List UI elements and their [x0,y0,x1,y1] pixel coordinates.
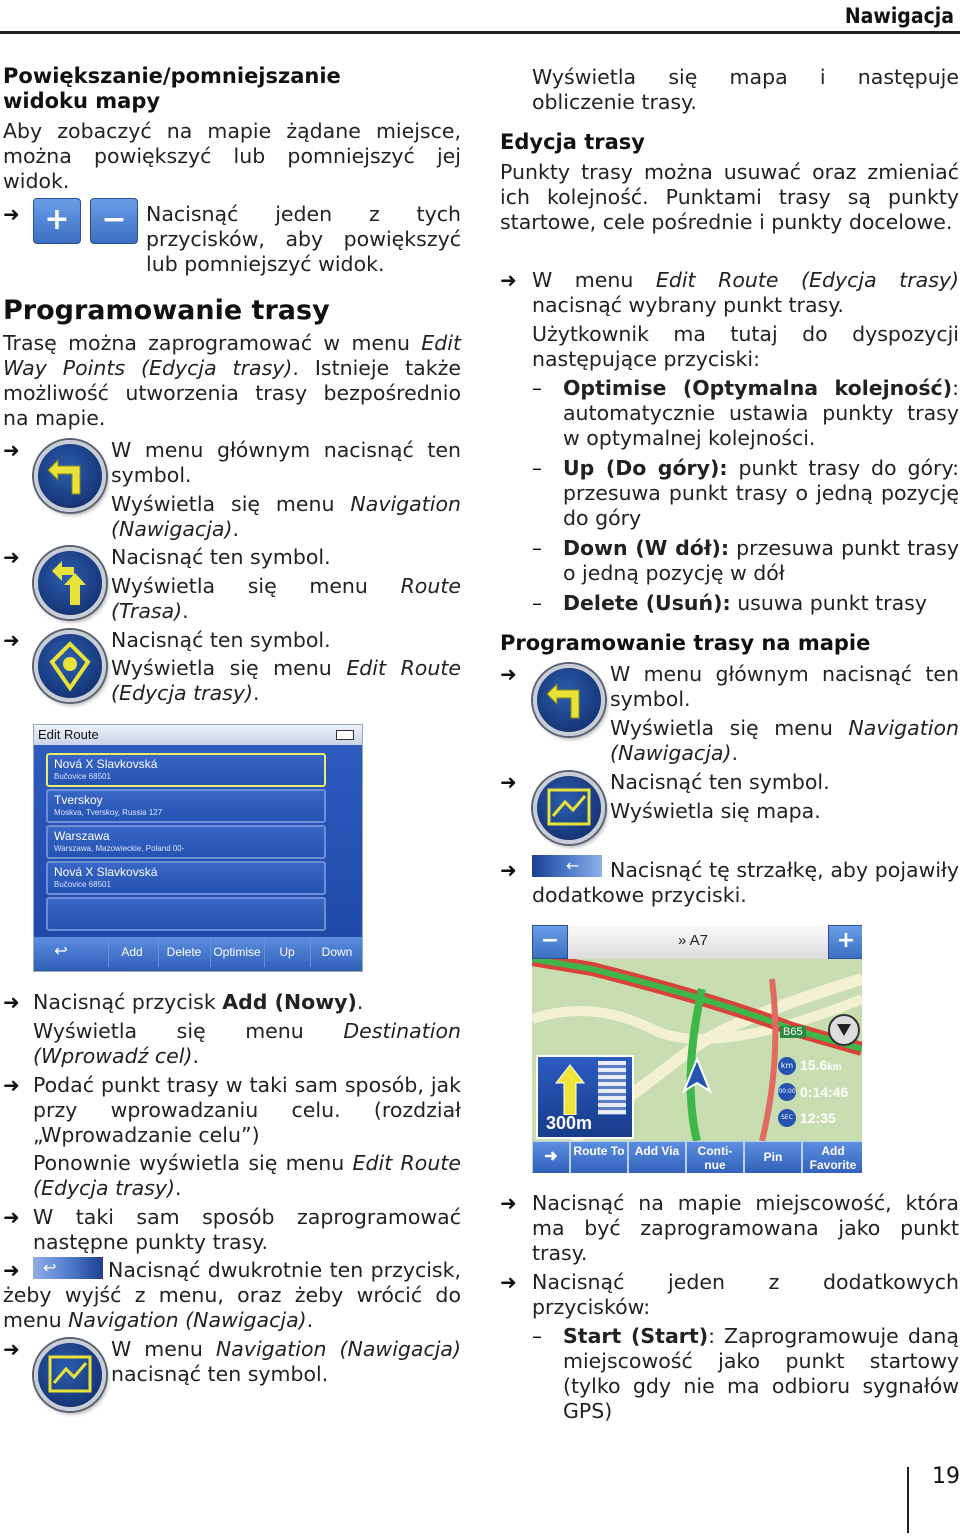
collapse-arrow-button[interactable]: ➜ [532,1141,570,1173]
zoom-in-button[interactable]: + [33,198,81,244]
map-button-bar [532,1141,862,1173]
map-zoom-in-button[interactable]: + [828,925,862,959]
bullet-arrow: ➜ [500,770,517,794]
bullet-arrow: ➜ [3,1205,20,1229]
turn-distance: 300m [546,1113,593,1133]
arrow-text: Nacisnąć tę strzałkę, aby pojawiły dodatkowe przyciski. [532,858,959,907]
step1-text: W menu głównym nacisnąć ten symbol. [111,438,461,487]
bullet-arrow: ➜ [500,268,517,292]
clock-value: 12:35 [800,1110,836,1126]
down-desc: Down (W dół): przesuwa punkt trasy o jedną pozycję w dół [563,536,959,585]
distance-icon: km [778,1057,796,1075]
press-one-step: Nacisnąć jeden z dodatkowych przycisków: [532,1270,959,1319]
header-title: Nawigacja [844,4,954,28]
bullet-arrow: ➜ [500,662,517,686]
edit-heading: Edycja trasy [500,130,645,154]
map-icon[interactable] [34,1339,106,1411]
continue-button[interactable]: Conti- nue [686,1141,744,1173]
bullet-arrow: ➜ [500,1191,517,1215]
again-result: Ponownie wyświetla się menu Edit Route (Edycja trasy). [33,1151,461,1200]
m1-result: Wyświetla się menu Navigation (Nawigacja). [610,716,959,765]
down-button[interactable]: Down [310,937,363,967]
route-point-item[interactable]: Warszawa Warszawa, Mazowieckie, Poland 00- [46,825,326,859]
screen-button-bar [34,937,362,971]
zoom-heading: Powiększanie/pomniejszanie widoku mapy [3,64,341,113]
buttons-intro: Użytkownik ma tutaj do dyspozycji następujące przyciski: [532,322,959,371]
page-number: 19 [932,1464,960,1489]
clock-icon: SEC [778,1109,796,1127]
prog-heading: Programowanie trasy [3,295,330,326]
route-point-item[interactable]: Nová X Slavkovská Bučovice 68501 [46,753,326,787]
screen-title-bar [34,725,362,745]
turn-indicator [536,1055,634,1139]
battery-icon [336,730,354,740]
edit-route-icon[interactable] [34,630,106,702]
up-button[interactable]: Up [264,937,309,967]
empty-route-slot[interactable] [46,897,326,931]
edit-intro: Punkty trasy można usuwać oraz zmieniać ich kolejność. Punktami trasy są punkty startowe, cele pośrednie i punkty docelowe. [500,160,959,234]
map-zoom-out-button[interactable]: − [532,925,568,959]
prog-intro: Trasę można zaprogramować w menu Edit Way Points (Edycja trasy). Istnieje także możliwość utworzenia trasy bezpośrednio na mapie. [3,331,461,430]
zoom-out-button[interactable]: − [90,198,138,244]
bullet-arrow: ➜ [3,1073,20,1097]
tap-map-step: Nacisnąć na mapie miejscowość, która ma być zaprogramowana jako punkt trasy. [532,1191,959,1265]
add-favorite-button[interactable]: Add Favorite [802,1141,862,1173]
header-rule [0,31,960,34]
dash: – [532,376,542,400]
zoom-instruction: Nacisnąć jeden z tych przycisków, aby powiększyć lub pomniejszyć widok. [146,202,461,276]
bullet-arrow: ➜ [3,628,20,652]
dash: – [532,1324,542,1348]
nav-step: W menu Navigation (Nawigacja) nacisnąć ten symbol. [111,1337,461,1386]
map-icon[interactable] [533,772,605,844]
back-button[interactable]: ↩ [54,943,68,960]
back-button-icon[interactable]: ↩ [33,1257,103,1279]
route-label-badge: B65 [780,1026,806,1038]
enter-point-step: Podać punkt trasy w taki sam sposób, jak przy wprowadzaniu celu. (rozdział „Wprowadzanie celu”) [33,1073,461,1147]
map-heading: Programowanie trasy na mapie [500,631,871,655]
route-point-item[interactable]: Tverskoy Moskva, Tverskoy, Russia 127 [46,789,326,823]
dash: – [532,456,542,480]
add-result: Wyświetla się menu Destination (Wprowadź cel). [33,1019,461,1068]
screen-title: Edit Route [38,727,99,742]
add-step: Nacisnąć przycisk Add (Nowy). [33,990,364,1014]
eta-icon: 00:00 [778,1083,796,1101]
up-desc: Up (Do góry): punkt trasy do góry: przesuwa punkt trasy o jedną pozycję do góry [563,456,959,530]
optimise-desc: Optimise (Optymalna kolejność): automatycznie ustawia punkty trasy w optymalnej kolejności. [563,376,959,450]
dash: – [532,536,542,560]
bullet-arrow: ➜ [3,1337,20,1361]
compass-icon[interactable] [828,1014,860,1046]
map-screen [532,925,862,1173]
m2-result: Wyświetla się mapa. [610,799,821,823]
bullet-arrow: ➜ [3,202,20,226]
step3-text: Nacisnąć ten symbol. [111,628,331,652]
step2-text: Nacisnąć ten symbol. [111,545,331,569]
eta-value: 0:14:46 [800,1084,849,1100]
map-top-bar [532,925,862,959]
dash: – [532,591,542,615]
m2-text: Nacisnąć ten symbol. [610,770,830,794]
distance-value: 15.6km [800,1057,842,1073]
bullet-arrow: ➜ [500,858,517,882]
road-name: » A7 [678,932,709,949]
route-to-button[interactable]: Route To [570,1141,628,1173]
footer-rule [907,1467,909,1533]
add-button[interactable]: Add [108,937,155,967]
bullet-arrow: ➜ [3,545,20,569]
step1-result: Wyświetla się menu Navigation (Nawigacja). [111,492,461,541]
add-via-button[interactable]: Add Via [628,1141,686,1173]
delete-desc: Delete (Usuń): usuwa punkt trasy [563,591,927,615]
pin-button[interactable]: Pin [744,1141,802,1173]
start-desc: Start (Start): Zaprogramowuje daną miejscowość jako punkt startowy (tylko gdy nie ma odbioru sygnałów GPS) [563,1324,959,1423]
twice-step: Nacisnąć dwukrotnie ten przycisk, żeby wyjść z menu, oraz żeby wrócić do menu Navigation (Nawigacja). [3,1258,461,1332]
zoom-intro: Aby zobaczyć na mapie żądane miejsce, można powiększyć lub pomniejszyć jej widok. [3,119,461,193]
bullet-arrow: ➜ [500,1270,517,1294]
bullet-arrow: ➜ [3,1258,20,1282]
m1-text: W menu głównym nacisnąć ten symbol. [610,662,959,711]
route-icon[interactable] [34,547,106,619]
step2-result: Wyświetla się menu Route (Trasa). [111,574,461,623]
edit-route-screen [33,724,363,972]
step3-result: Wyświetla się menu Edit Route (Edycja trasy). [111,656,461,705]
map-calc-text: Wyświetla się mapa i następuje obliczenie trasy. [532,65,959,114]
trip-info-panel [778,1057,862,1137]
route-point-item[interactable]: Nová X Slavkovská Bučovice 68501 [46,861,326,895]
next-points-step: W taki sam sposób zaprogramować następne punkty trasy. [33,1205,461,1254]
bullet-arrow: ➜ [3,438,20,462]
delete-button[interactable]: Delete [158,937,209,967]
navigation-icon[interactable] [34,440,106,512]
navigation-icon[interactable] [533,664,605,736]
edit-step: W menu Edit Route (Edycja trasy) nacisnąć wybrany punkt trasy. [532,268,960,317]
expand-arrow-button[interactable]: ← [532,855,602,877]
bullet-arrow: ➜ [3,990,20,1014]
optimise-button[interactable]: Optimise [210,937,263,967]
